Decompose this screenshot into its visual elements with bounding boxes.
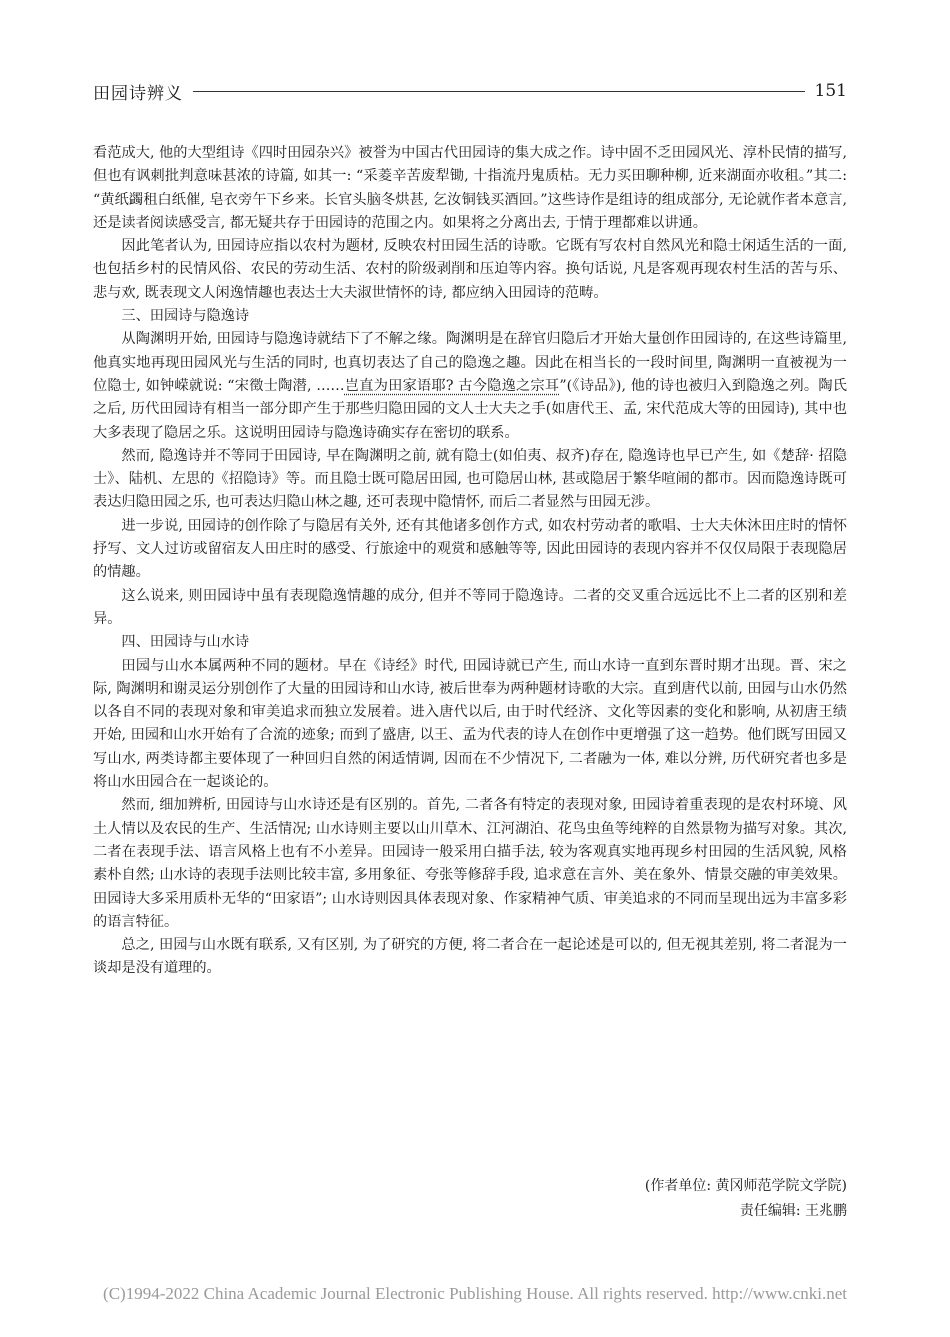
article-credits [645,1174,847,1224]
responsible-editor: 责任编辑: 王兆鹏 [739,1203,847,1219]
paragraph: 进一步说, 田园诗的创作除了与隐居有关外, 还有其他诸多创作方式, 如农村劳动者的歌唱、士大夫休沐田庄时的情怀抒写、文人过访或留宿友人田庄时的感受、行旅途中的观赏和感触等等, 因此田园诗的表现内容并不仅仅局限于表现隐居的情趣。 [93,517,847,581]
paragraph-with-quote [93,328,847,444]
paragraph: 然而, 隐逸诗并不等同于田园诗, 早在陶渊明之前, 就有隐士(如伯夷、叔齐)存在, 隐逸诗也早已产生, 如《楚辞· 招隐士》、陆机、左思的《招隐诗》等。而且隐士既可隐居田园, 也可隐居山林, 甚或隐居于繁华喧闹的都市。因而隐逸诗既可表达归隐田园之乐, 也可表达归隐山林之趣, 还可表现中隐情怀, 而后二者显然与田园无涉。 [93,447,847,511]
paragraph: 总之, 田园与山水既有联系, 又有区别, 为了研究的方便, 将二者合在一起论述是可以的, 但无视其差别, 将二者混为一谈却是没有道理的。 [93,937,847,977]
paragraph-continued: 看范成大, 他的大型组诗《四时田园杂兴》被誉为中国古代田园诗的集大成之作。诗中固不乏田园风光、淳朴民情的描写, 但也有讽刺批判意味甚浓的诗篇, 如其一: “采菱辛苦废犁锄, 十指流丹鬼质枯。无力买田聊种柳, 近来湖面亦收租。”其二: “黄纸蠲租白纸催, 皂衣旁午下乡来。长官头脑冬烘甚, 乞汝铜钱买酒回。”这些诗作是组诗的组成部分, 无论就作者本意言, 还是读者阅读感受言, 都无疑共存于田园诗的范围之内。如果将之分离出去, 于情于理都难以讲通。 [93,145,847,231]
article-body [93,142,847,981]
emphasized-quote: 岂直为田家语耶? 古今隐逸之宗耳 [344,377,560,394]
author-affiliation: (作者单位: 黄冈师范学院文学院) [644,1178,847,1194]
paragraph: 因此笔者认为, 田园诗应指以农村为题材, 反映农村田园生活的诗歌。它既有写农村自然风光和隐士闲适生活的一面, 也包括乡村的民情风俗、农民的劳动生活、农村的阶级剥削和压迫等内容。换句话说, 凡是客观再现农村生活的苦与乐、悲与欢, 既表现文人闲逸情趣也表达士大夫淑世情怀的诗, 都应纳入田园诗的范畴。 [93,238,847,301]
quote-lead-text: 从陶渊明开始, 田园诗与隐逸诗就结下了不解之缘。陶渊明是在辞官归隐后才开始大量创作田园诗的, 在这些诗篇里, 他真实地再现田园风光与生活的同时, 也真切表达了自己的隐逸之趣。因此在相当长的一段时间里, 陶渊明一直被视为一位隐士, 如钟嵘就说: “宋徵士陶潜, …… [93,331,847,394]
paragraph: 这么说来, 则田园诗中虽有表现隐逸情趣的成分, 但并不等同于隐逸诗。二者的交叉重合远远比不上二者的区别和差异。 [93,587,847,627]
running-title: 田园诗辨义 [93,83,183,104]
section-heading-3: 三、田园诗与隐逸诗 [121,308,250,325]
page-number: 151 [814,81,847,101]
section-heading-4: 四、田园诗与山水诗 [121,634,250,651]
paragraph: 田园与山水本属两种不同的题材。早在《诗经》时代, 田园诗就已产生, 而山水诗一直到东晋时期才出现。晋、宋之际, 陶渊明和谢灵运分别创作了大量的田园诗和山水诗, 被后世奉为两种题材诗歌的大宗。直到唐代以前, 田园与山水仍然以各自不同的表现对象和审美追求而独立发展着。进入唐代以后, 由于时代经济、文化等因素的变化和影响, 从初唐王绩开始, 田园和山水开始有了合流的迹象; 而到了盛唐, 以王、孟为代表的诗人在创作中更增强了这一趋势。他们既写田园又写山水, 两类诗都主要体现了一种回归自然的闲适情调, 因而在不少情况下, 二者融为一体, 难以分辨, 历代研究者也多是将山水田园合在一起谈论的。 [93,657,847,791]
paragraph: 然而, 细加辨析, 田园诗与山水诗还是有区别的。首先, 二者各有特定的表现对象, 田园诗着重表现的是农村环境、风土人情以及农民的生产、生活情况; 山水诗则主要以山川草木、江河湖泊、花鸟虫鱼等纯粹的自然景物为描写对象。其次, 二者在表现手法、语言风格上也有不小差异。田园诗一般采用白描手法, 较为客观真实地再现乡村田园的生活风貌, 风格素朴自然; 山水诗的表现手法则比较丰富, 多用象征、夸张等修辞手段, 追求意在言外、美在象外、情景交融的审美效果。田园诗大多采用质朴无华的“田家语”; 山水诗则因具体表现对象、作家精神气质、审美追求的不同而呈现出远为丰富多彩的语言特征。 [93,797,847,930]
running-header [93,78,847,104]
quote-trail-text: ”(《诗品》), 他的诗也被归入到隐逸之列。陶氏之后, 历代田园诗有相当一部分即产生于那些归隐田园的文人士大夫之手(如唐代王、孟, 宋代范成大等的田园诗), 其中也大多表现了隐居之乐。这说明田园诗与隐逸诗确实存在密切的联系。 [93,377,847,441]
header-rule [193,91,805,92]
copyright-watermark: (C)1994-2022 China Academic Journal Electronic Publishing House. All rights reserved. http://www.cnki.net [103,1284,847,1303]
